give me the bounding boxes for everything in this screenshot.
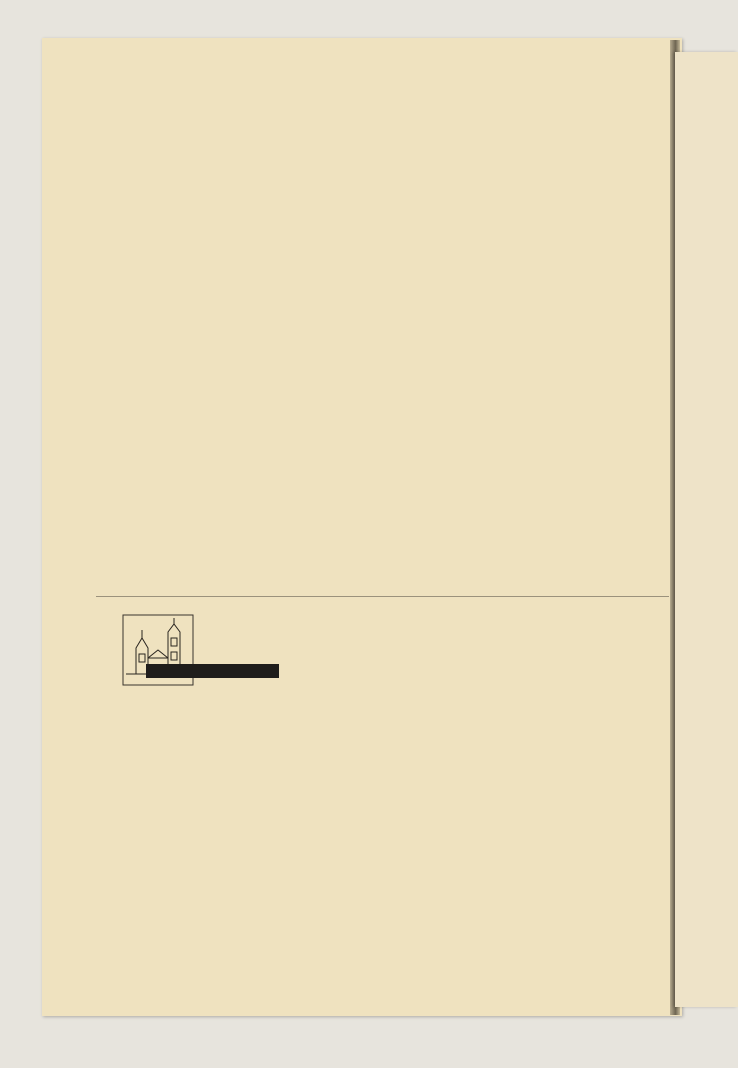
news-column-1 (96, 698, 280, 704)
section-banner (146, 664, 279, 678)
section-divider (96, 596, 669, 597)
news-column-2 (289, 698, 475, 704)
article-column-2 (289, 86, 476, 578)
article-column-3 (483, 86, 669, 586)
article-column-1 (96, 86, 280, 578)
news-column-3 (483, 612, 669, 618)
adjacent-page (675, 52, 738, 1007)
